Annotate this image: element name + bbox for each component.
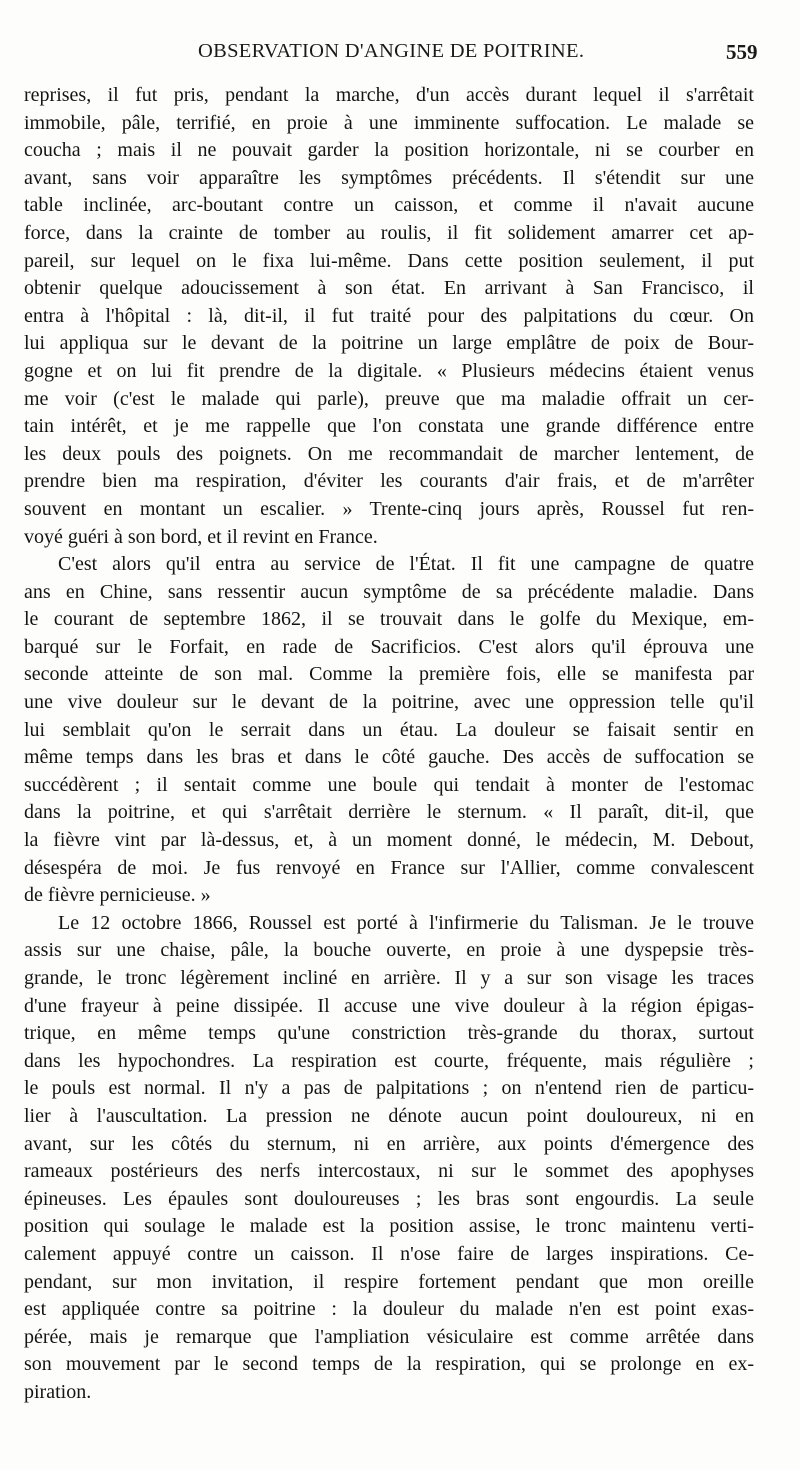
text-line: immobile, pâle, terrifié, en proie à une imminente suffocation. Le malade se [24, 111, 754, 134]
text-line: avant, sans voir apparaître les symptômes précédents. Il s'étendit sur une [24, 166, 754, 189]
text-line: me voir (c'est le malade qui parle), preuve que ma maladie offrait un cer- [24, 387, 754, 410]
text-line: le courant de septembre 1862, il se trouvait dans le golfe du Mexique, em- [24, 608, 754, 631]
text-line: coucha ; mais il ne pouvait garder la position horizontale, ni se courber en [24, 139, 754, 162]
text-line: est appliquée contre sa poitrine : la douleur du malade n'en est point exas- [24, 1298, 754, 1321]
text-line: lui semblait qu'on le serrait dans un étau. La douleur se faisait sentir en [24, 718, 754, 741]
text-line: la fièvre vint par là-dessus, et, à un moment donné, le médecin, M. Debout, [24, 829, 754, 852]
text-line: dans les hypochondres. La respiration est courte, fréquente, mais régulière ; [24, 1049, 754, 1072]
text-line: trique, en même temps qu'une constriction très-grande du thorax, surtout [24, 1022, 754, 1045]
text-line: Le 12 octobre 1866, Roussel est porté à l'infirmerie du Talisman. Je le trouve [58, 911, 754, 934]
text-line: pareil, sur lequel on le fixa lui-même. Dans cette position seulement, il put [24, 249, 754, 272]
text-line: seconde atteinte de son mal. Comme la première fois, elle se manifesta par [24, 663, 754, 686]
text-line: succédèrent ; il sentait comme une boule qui tendait à monter de l'estomac [24, 773, 754, 796]
text-line: souvent en montant un escalier. » Trente-cinq jours après, Roussel fut ren- [24, 497, 754, 520]
text-line: lier à l'auscultation. La pression ne dénote aucun point douloureux, ni en [24, 1104, 754, 1127]
text-line: C'est alors qu'il entra au service de l'État. Il fit une campagne de quatre [58, 553, 754, 576]
text-line: pérée, mais je remarque que l'ampliation vésiculaire est comme arrêtée dans [24, 1325, 754, 1348]
text-line: dans la poitrine, et qui s'arrêtait derrière le sternum. « Il paraît, dit-il, que [24, 801, 754, 824]
text-line: de fièvre pernicieuse. » [24, 884, 211, 907]
text-line: barqué sur le Forfait, en rade de Sacrificios. C'est alors qu'il éprouva une [24, 635, 754, 658]
text-line: une vive douleur sur le devant de la poitrine, avec une oppression telle qu'il [24, 691, 754, 714]
paragraph [24, 551, 754, 910]
text-line: calement appuyé contre un caisson. Il n'ose faire de larges inspirations. Ce- [24, 1242, 754, 1265]
text-line: obtenir quelque adoucissement à son état. En arrivant à San Francisco, il [24, 277, 754, 300]
paragraph [24, 910, 754, 1407]
text-line: d'une frayeur à peine dissipée. Il accuse une vive douleur à la région épigas- [24, 994, 754, 1017]
text-line: tain intérêt, et je me rappelle que l'on constata une grande différence entre [24, 415, 754, 438]
body-text [24, 82, 754, 1407]
text-line: piration. [24, 1380, 92, 1403]
text-line: avant, sur les côtés du sternum, ni en arrière, aux points d'émergence des [24, 1132, 754, 1155]
text-line: rameaux postérieurs des nerfs intercostaux, ni sur le sommet des apophyses [24, 1160, 754, 1183]
text-line: désespéra de moi. Je fus renvoyé en France sur l'Allier, comme convalescent [24, 856, 754, 879]
text-line: prendre bien ma respiration, d'éviter les courants d'air frais, et de m'arrêter [24, 470, 754, 493]
text-line: grande, le tronc légèrement incliné en arrière. Il y a sur son visage les traces [24, 967, 754, 989]
text-line: assis sur une chaise, pâle, la bouche ouverte, en proie à une dyspepsie très- [24, 939, 754, 962]
running-title: OBSERVATION D'ANGINE DE POITRINE. [198, 40, 585, 62]
text-line: gogne et on lui fit prendre de la digitale. « Plusieurs médecins étaient venus [24, 359, 754, 382]
text-line: pendant, sur mon invitation, il respire fortement pendant que mon oreille [24, 1270, 754, 1293]
text-line: entra à l'hôpital : là, dit-il, il fut traité pour des palpitations du cœur. On [24, 304, 754, 327]
text-line: voyé guéri à son bord, et il revint en France. [24, 525, 378, 548]
text-line: lui appliqua sur le devant de la poitrine un large emplâtre de poix de Bour- [24, 332, 754, 355]
text-line: position qui soulage le malade est la position assise, le tronc maintenu verti- [24, 1215, 754, 1238]
page-header [0, 40, 800, 80]
text-line: le pouls est normal. Il n'y a pas de palpitations ; on n'entend rien de particu- [24, 1077, 754, 1100]
text-line: les deux pouls des poignets. On me recommandait de marcher lentement, de [24, 442, 754, 465]
text-line: table inclinée, arc-boutant contre un caisson, et comme il n'avait aucune [24, 194, 754, 217]
paragraph [24, 82, 754, 551]
text-line: reprises, il fut pris, pendant la marche, d'un accès durant lequel il s'arrêtait [24, 84, 754, 106]
text-line: son mouvement par le second temps de la respiration, qui se prolonge en ex- [24, 1353, 754, 1376]
text-line: même temps dans les bras et dans le côté gauche. Des accès de suffocation se [24, 746, 754, 769]
text-line: ans en Chine, sans ressentir aucun symptôme de sa précédente maladie. Dans [24, 580, 754, 603]
page-number: 559 [726, 40, 758, 64]
text-line: épineuses. Les épaules sont douloureuses ; les bras sont engourdis. La seule [24, 1187, 754, 1210]
text-line: force, dans la crainte de tomber au roulis, il fit solidement amarrer cet ap- [24, 221, 754, 244]
